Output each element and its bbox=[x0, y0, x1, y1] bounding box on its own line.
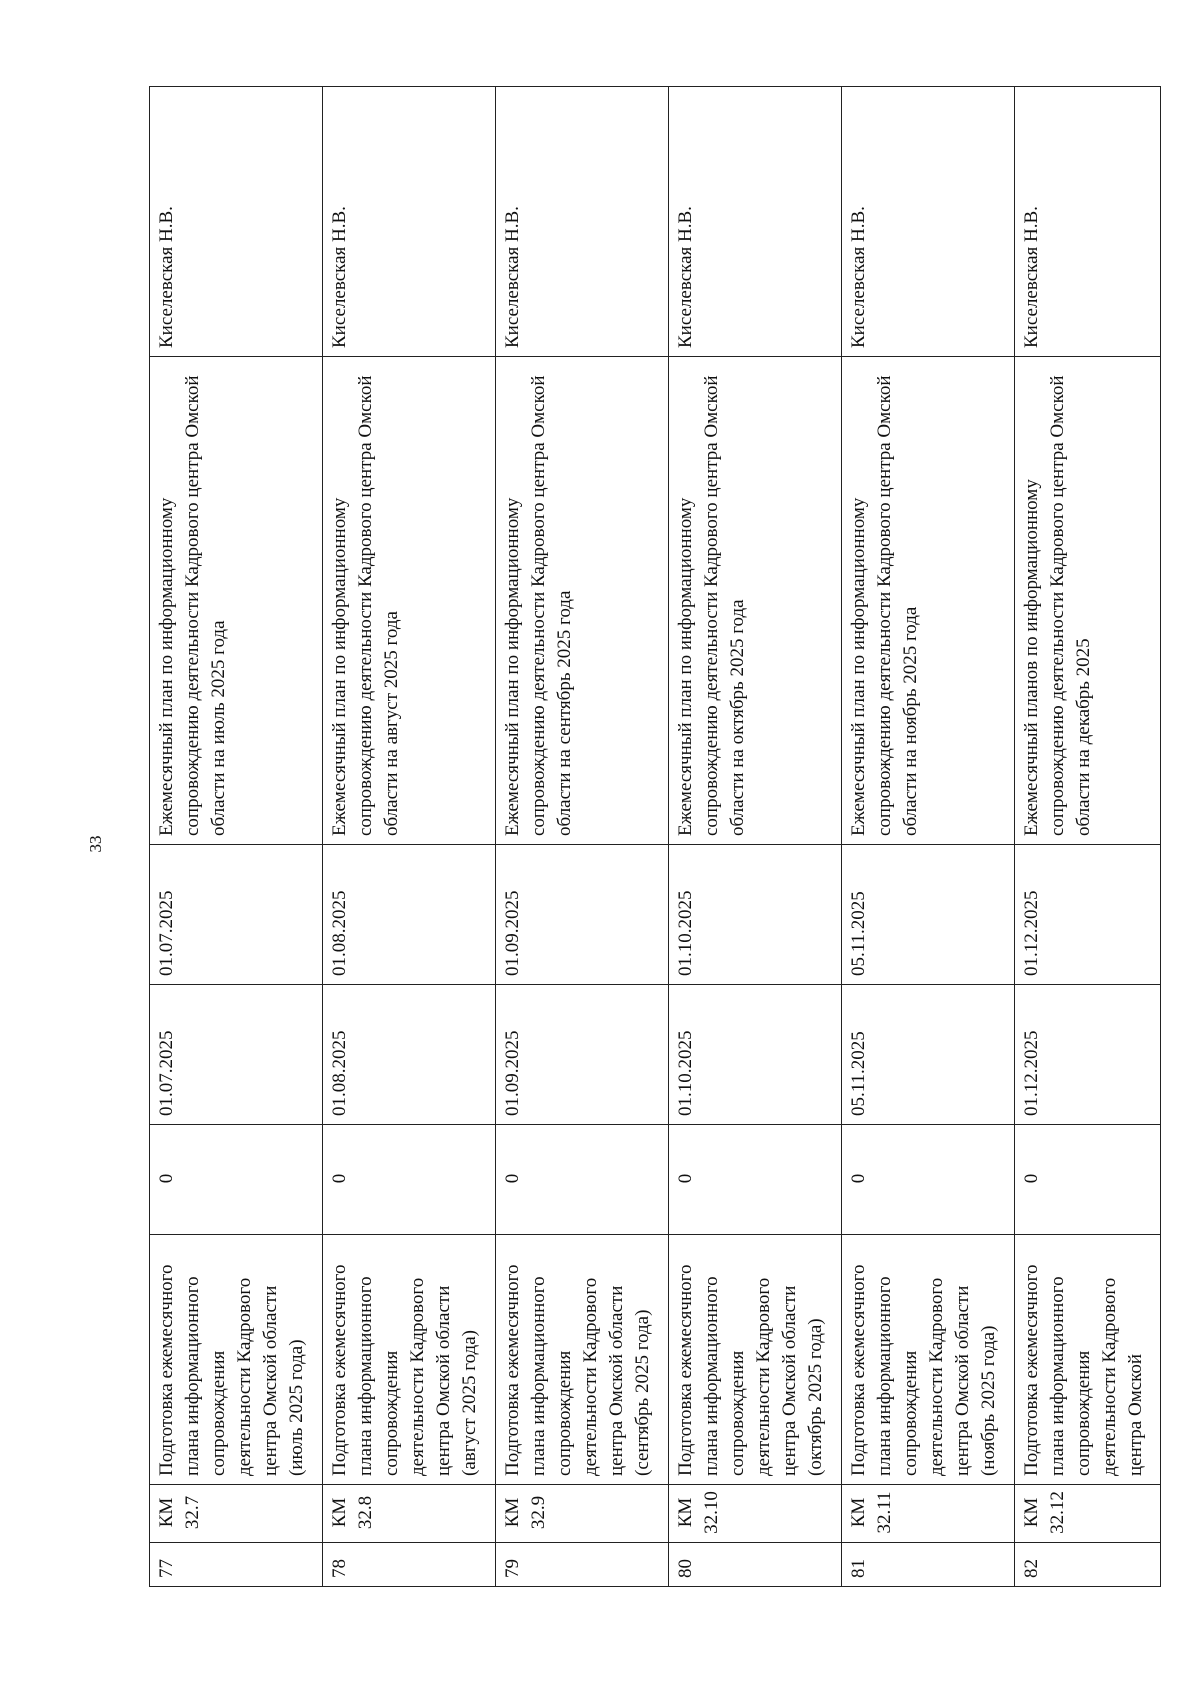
start-date: 01.09.2025 bbox=[496, 985, 669, 1125]
result-description: Ежемесячный план по информационному сопровождению деятельности Кадрового центра Омской области на ноябрь 2025 года bbox=[842, 357, 1015, 845]
start-date: 01.07.2025 bbox=[150, 985, 323, 1125]
milestone-code: КМ 32.9 bbox=[496, 1485, 669, 1543]
end-date: 01.10.2025 bbox=[669, 845, 842, 985]
start-date: 01.12.2025 bbox=[1015, 985, 1161, 1125]
end-date: 01.08.2025 bbox=[323, 845, 496, 985]
row-number: 81 bbox=[842, 1543, 1015, 1587]
rotated-table-container bbox=[149, 87, 1161, 1587]
end-date: 01.09.2025 bbox=[496, 845, 669, 985]
table-row bbox=[842, 87, 1015, 1587]
task-description: Подготовка ежемесячного плана информационного сопровождения деятельности Кадрового центра Омской области (сентябрь 2025 года) bbox=[496, 1235, 669, 1485]
result-description: Ежемесячный план по информационному сопровождению деятельности Кадрового центра Омской области на август 2025 года bbox=[323, 357, 496, 845]
milestone-code: КМ 32.12 bbox=[1015, 1485, 1161, 1543]
milestone-code: КМ 32.8 bbox=[323, 1485, 496, 1543]
end-date: 01.07.2025 bbox=[150, 845, 323, 985]
result-description: Ежемесячный план по информационному сопровождению деятельности Кадрового центра Омской области на сентябрь 2025 года bbox=[496, 357, 669, 845]
value-cell: 0 bbox=[669, 1125, 842, 1235]
table-row bbox=[1015, 87, 1161, 1587]
task-description: Подготовка ежемесячного плана информационного сопровождения деятельности Кадрового центра Омской области (август 2025 года) bbox=[323, 1235, 496, 1485]
milestone-code: КМ 32.7 bbox=[150, 1485, 323, 1543]
page-number: 33 bbox=[86, 835, 105, 853]
value-cell: 0 bbox=[150, 1125, 323, 1235]
row-number: 82 bbox=[1015, 1543, 1161, 1587]
responsible-person: Киселевская Н.В. bbox=[842, 87, 1015, 357]
responsible-person: Киселевская Н.В. bbox=[496, 87, 669, 357]
start-date: 01.08.2025 bbox=[323, 985, 496, 1125]
result-description: Ежемесячный план по информационному сопровождению деятельности Кадрового центра Омской области на октябрь 2025 года bbox=[669, 357, 842, 845]
row-number: 80 bbox=[669, 1543, 842, 1587]
responsible-person: Киселевская Н.В. bbox=[1015, 87, 1161, 357]
table-row bbox=[669, 87, 842, 1587]
responsible-person: Киселевская Н.В. bbox=[150, 87, 323, 357]
row-number: 77 bbox=[150, 1543, 323, 1587]
end-date: 01.12.2025 bbox=[1015, 845, 1161, 985]
responsible-person: Киселевская Н.В. bbox=[323, 87, 496, 357]
table-row bbox=[323, 87, 496, 1587]
plan-table bbox=[149, 86, 1161, 1587]
milestone-code: КМ 32.11 bbox=[842, 1485, 1015, 1543]
end-date: 05.11.2025 bbox=[842, 845, 1015, 985]
value-cell: 0 bbox=[1015, 1125, 1161, 1235]
row-number: 79 bbox=[496, 1543, 669, 1587]
task-description: Подготовка ежемесячного плана информационного сопровождения деятельности Кадрового центра Омской области (июль 2025 года) bbox=[150, 1235, 323, 1485]
result-description: Ежемесячный планов по информационному сопровождению деятельности Кадрового центра Омской области на декабрь 2025 bbox=[1015, 357, 1161, 845]
row-number: 78 bbox=[323, 1543, 496, 1587]
task-description: Подготовка ежемесячного плана информационного сопровождения деятельности Кадрового центра Омской bbox=[1015, 1235, 1161, 1485]
value-cell: 0 bbox=[496, 1125, 669, 1235]
value-cell: 0 bbox=[323, 1125, 496, 1235]
start-date: 01.10.2025 bbox=[669, 985, 842, 1125]
result-description: Ежемесячный план по информационному сопровождению деятельности Кадрового центра Омской области на июль 2025 года bbox=[150, 357, 323, 845]
table-row bbox=[496, 87, 669, 1587]
value-cell: 0 bbox=[842, 1125, 1015, 1235]
task-description: Подготовка ежемесячного плана информационного сопровождения деятельности Кадрового центра Омской области (октябрь 2025 года) bbox=[669, 1235, 842, 1485]
milestone-code: КМ 32.10 bbox=[669, 1485, 842, 1543]
table-row bbox=[150, 87, 323, 1587]
start-date: 05.11.2025 bbox=[842, 985, 1015, 1125]
responsible-person: Киселевская Н.В. bbox=[669, 87, 842, 357]
task-description: Подготовка ежемесячного плана информационного сопровождения деятельности Кадрового центра Омской области (ноябрь 2025 года) bbox=[842, 1235, 1015, 1485]
